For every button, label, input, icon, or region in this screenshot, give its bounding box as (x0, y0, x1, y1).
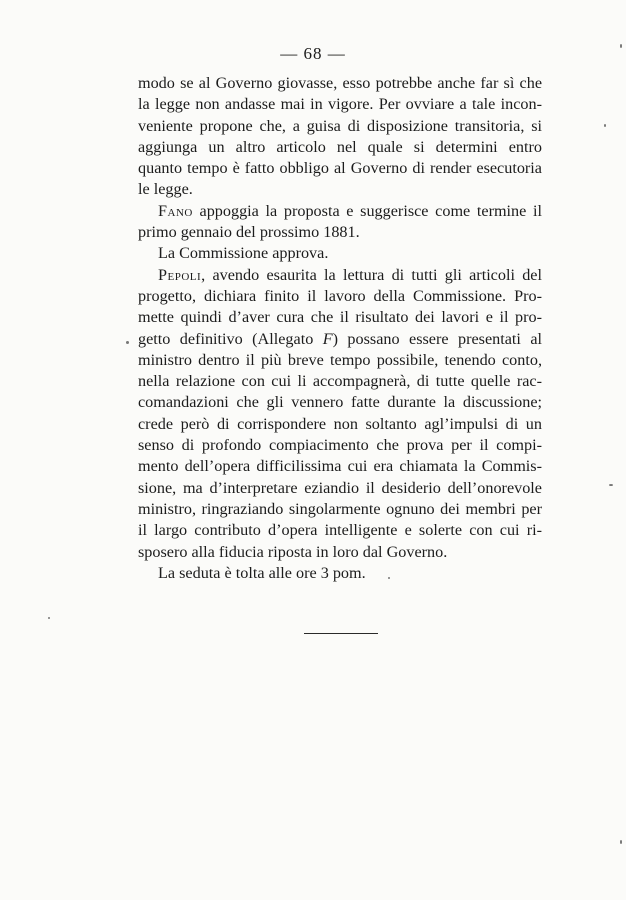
text-line: senso di profondo compiacimento che prova per il compi- (138, 436, 542, 455)
text-line: sione, ma d’interpretare eziandio il desiderio dell’onorevole (138, 478, 542, 497)
scan-speck (126, 341, 129, 344)
text-line: veniente propone che, a guisa di disposizione transitoria, si (138, 116, 542, 135)
text-line: ministro dentro il più breve tempo possibile, tenendo conto, (138, 350, 542, 369)
text-line: il largo contributo d’opera intelligente e solerte con cui ri- (138, 521, 542, 540)
text-line: La Commissione approva. (158, 244, 329, 263)
text-line: sposero alla fiducia riposta in loro dal Governo. (138, 542, 448, 561)
text-line: aggiunga un altro articolo nel quale si determini entro (138, 137, 542, 156)
text-line: mento dell’opera difficilissima cui era chiamata la Commis- (138, 457, 542, 476)
text-line: crede però di corrispondere non soltanto agl’impulsi di un (138, 414, 542, 433)
text-line: nella relazione con cui li accompagnerà, di tutte quelle rac- (138, 372, 542, 391)
scan-speck (609, 484, 613, 486)
speaker-name: Pepoli (158, 265, 202, 284)
text-line: ministro, ringraziando singolarmente ognuno dei membri per (138, 499, 542, 518)
text-line: la legge non andasse mai in vigore. Per ovviare a tale incon- (138, 95, 542, 114)
body-text (138, 73, 542, 584)
text-line: Pepoli, avendo esaurita la lettura di tutti gli articoli del (158, 265, 542, 284)
scan-speck (620, 44, 622, 48)
text-line: quanto tempo è fatto obbligo al Governo di render esecutoria (138, 159, 542, 178)
text-line: primo gennaio del prossimo 1881. (138, 223, 360, 242)
text-line: Fano appoggia la proposta e suggerisce come termine il (158, 201, 542, 220)
scan-speck (48, 617, 50, 619)
text-line: comandazioni che gli vennero fatte durante la discussione; (138, 393, 542, 412)
scan-speck (388, 577, 390, 579)
text-line: getto definitivo (Allegato F) possano essere presentati al (138, 329, 543, 348)
page-number: — 68 — (280, 44, 346, 63)
scan-speck (604, 124, 606, 127)
end-rule (304, 633, 378, 634)
text-line: modo se al Governo giovasse, esso potrebbe anche far sì che (138, 74, 542, 92)
text-line: le legge. (138, 180, 193, 199)
text-line: La seduta è tolta alle ore 3 pom. (158, 563, 366, 582)
speaker-name: Fano (158, 201, 193, 220)
allegato-letter: F (322, 329, 333, 348)
text-line: progetto, dichiara finito il lavoro della Commissione. Pro- (138, 286, 542, 305)
text-line: mette quindi d’aver cura che il risultato dei lavori e il pro- (138, 308, 542, 327)
scan-speck (620, 840, 622, 844)
